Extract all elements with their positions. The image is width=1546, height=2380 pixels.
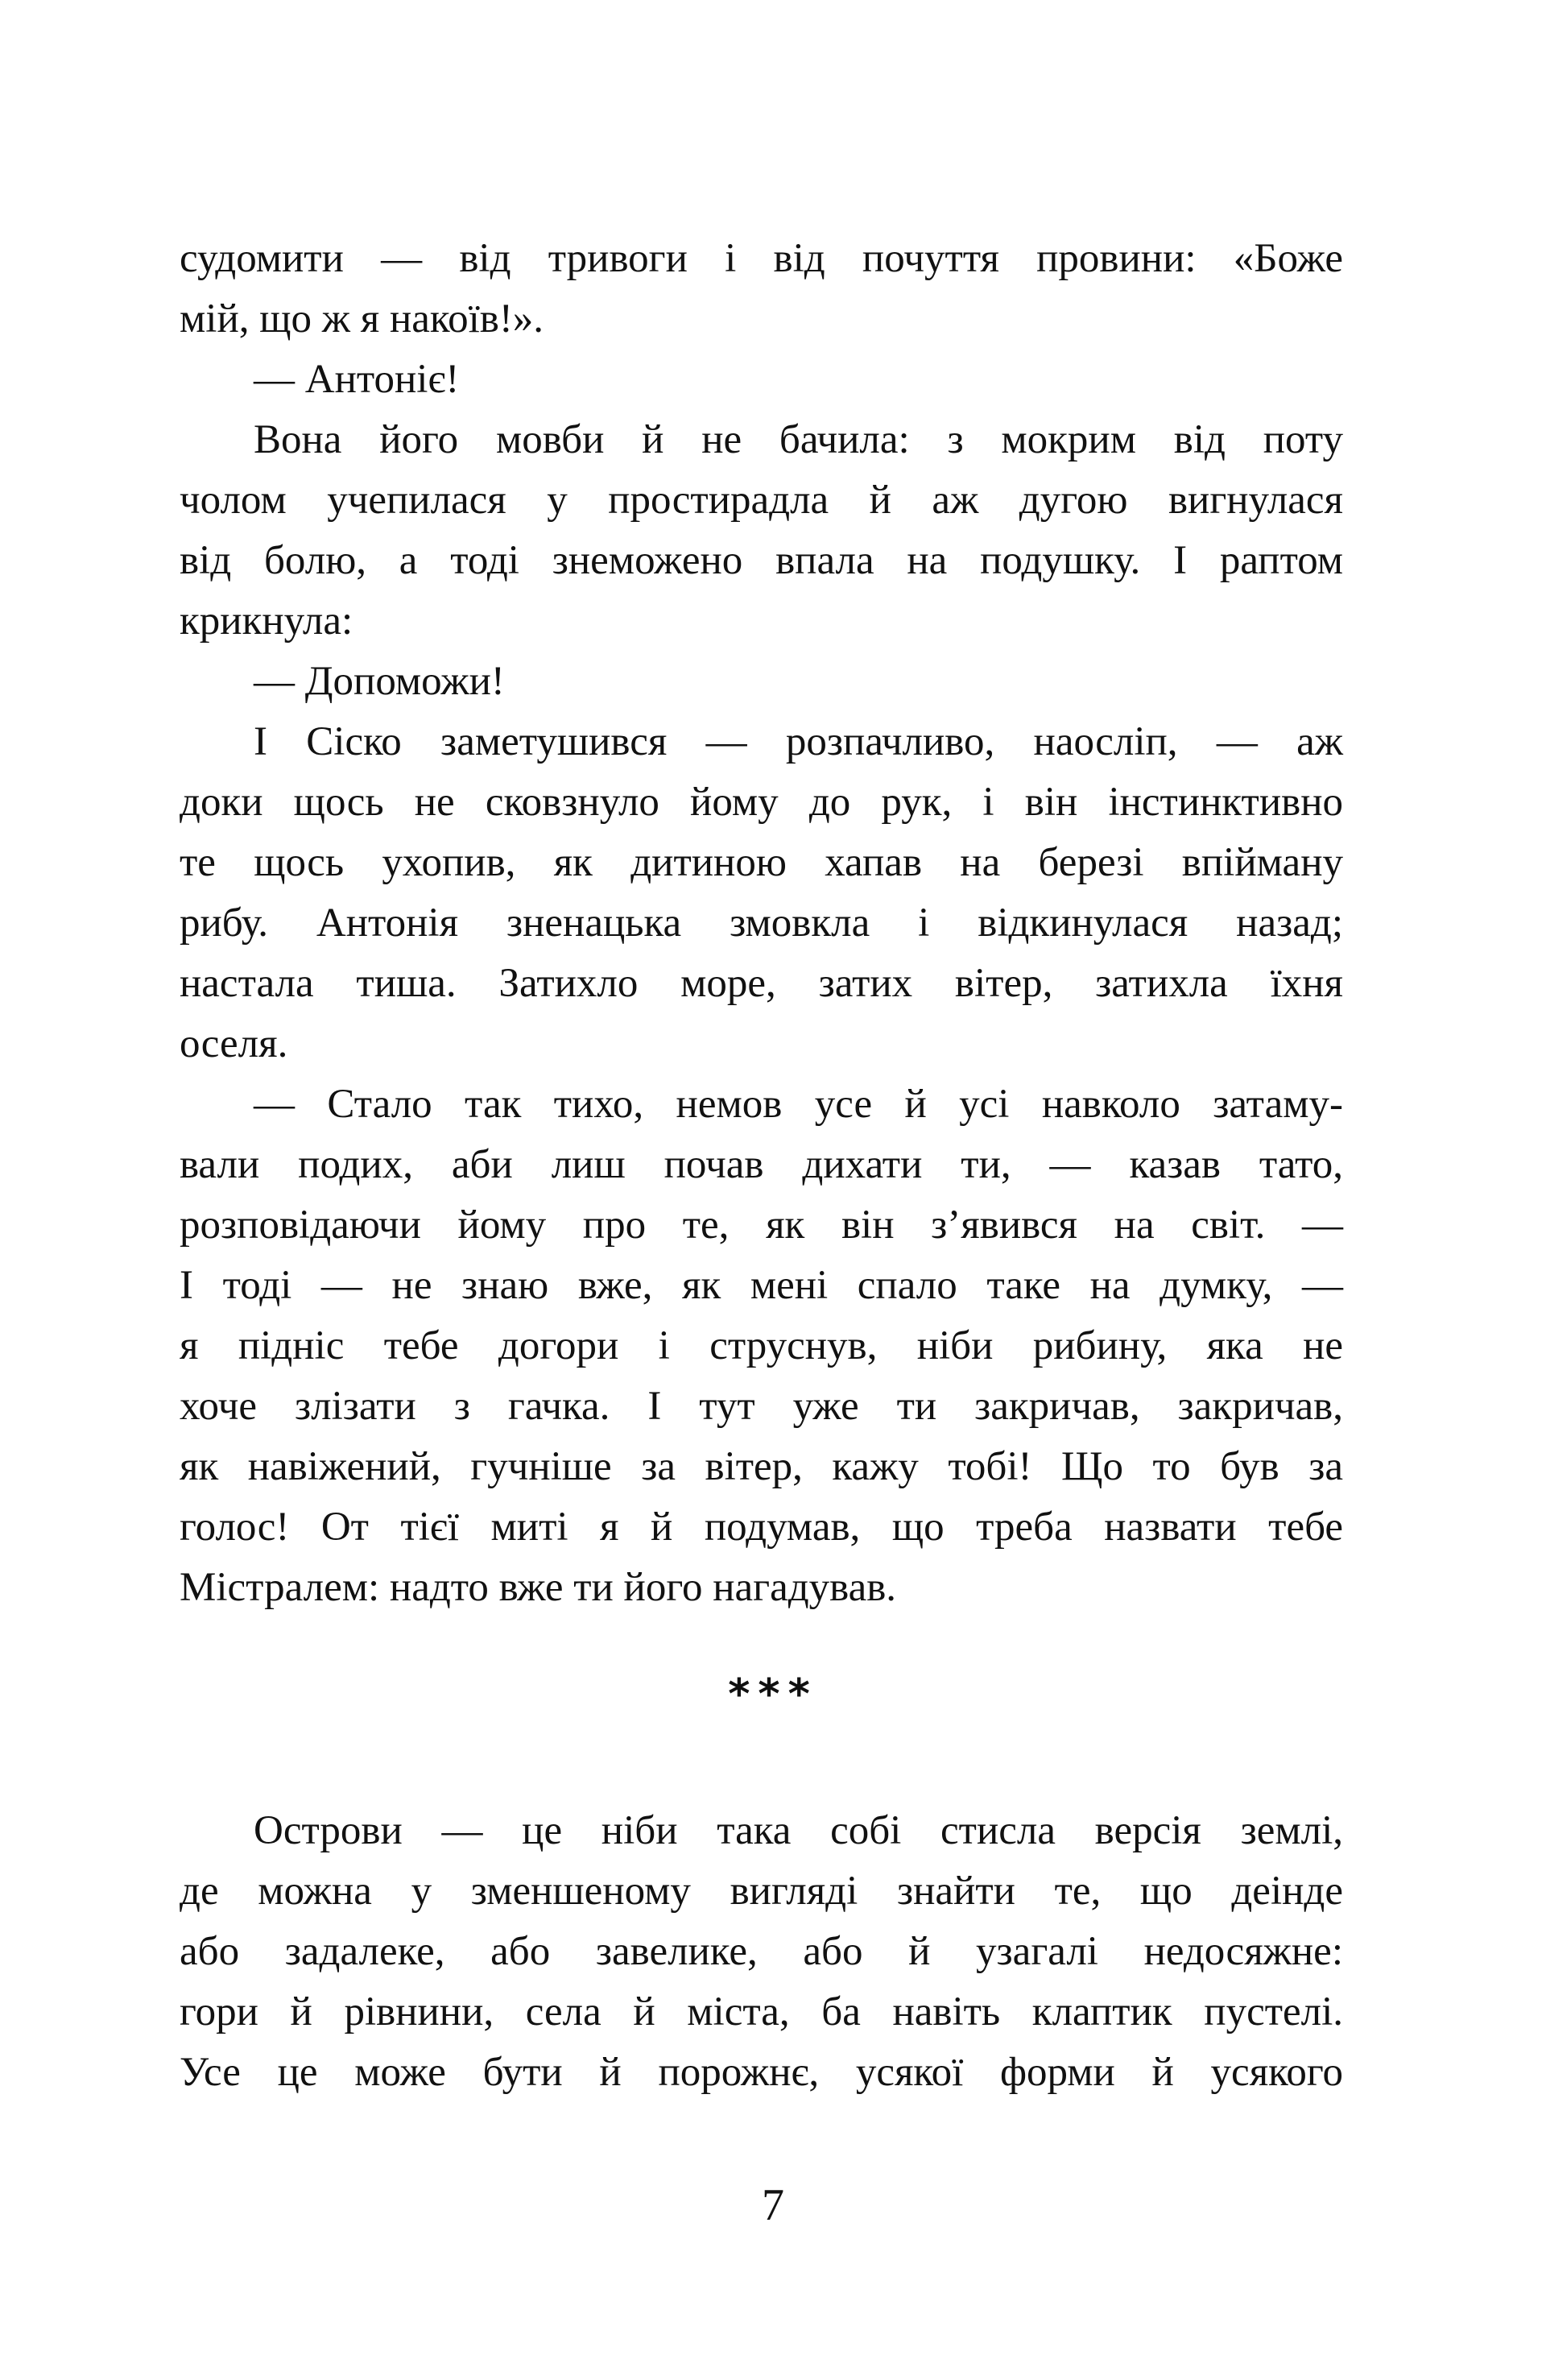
text-line: І тоді — не знаю вже, як мені спало таке на думку, —: [180, 1263, 1343, 1308]
text-line: як навіжений, гучніше за вітер, кажу тобі! Що то був за: [180, 1444, 1343, 1489]
text-line: рибу. Антонія зненацька змовкла і відкинулася назад;: [180, 900, 1343, 946]
text-line: я підніс тебе догори і струснув, ніби рибину, яка не: [180, 1323, 1343, 1368]
text-line: — Стало так тихо, немов усе й усі навколо затаму-: [254, 1082, 1343, 1127]
text-line: судомити — від тривоги і від почуття провини: «Боже: [180, 236, 1343, 281]
page-number: 7: [762, 2180, 784, 2230]
section-separator-asterisks: ***: [728, 1670, 818, 1719]
text-section-1: [180, 229, 1343, 1618]
text-line: вали подих, аби лиш почав дихати ти, — казав тато,: [180, 1142, 1343, 1187]
text-line: Вона його мовби й не бачила: з мокрим від поту: [254, 417, 1343, 462]
text-line: те щось ухопив, як дитиною хапав на березі впійману: [180, 840, 1343, 885]
text-line: Усе це може бути й порожнє, усякої форми й усякого: [180, 2050, 1343, 2095]
text-line: хоче злізати з гачка. І тут уже ти закричав, закричав,: [180, 1384, 1343, 1429]
text-line: Містралем: надто вже ти його нагадував.: [180, 1565, 897, 1610]
text-line: доки щось не сковзнуло йому до рук, і він інстинктивно: [180, 780, 1343, 825]
text-line: де можна у зменшеному вигляді знайти те, що деінде: [180, 1869, 1343, 1914]
text-line: розповідаючи йому про те, як він з’явився на світ. —: [180, 1202, 1343, 1248]
text-line: гори й рівнини, села й міста, ба навіть клаптик пустелі.: [180, 1989, 1343, 2034]
text-line: від болю, а тоді знеможено впала на подушку. І раптом: [180, 538, 1343, 583]
text-section-2: [180, 1801, 1343, 2103]
text-line: крикнула:: [180, 598, 353, 644]
text-line: І Сіско заметушився — розпачливо, наосліп, — аж: [254, 719, 1343, 764]
text-line: — Допоможи!: [254, 659, 505, 704]
text-line: настала тиша. Затихло море, затих вітер, затихла їхня: [180, 961, 1343, 1006]
text-line: чолом учепилася у простирадла й аж дугою вигнулася: [180, 478, 1343, 523]
text-line: мій, що ж я накоїв!».: [180, 296, 544, 341]
text-line: Острови — це ніби така собі стисла версія землі,: [254, 1808, 1343, 1853]
text-line: оселя.: [180, 1021, 288, 1066]
text-line: або задалеке, або завелике, або й узагалі недосяжне:: [180, 1929, 1343, 1974]
text-line: голос! От тієї миті я й подумав, що треба назвати тебе: [180, 1505, 1343, 1550]
text-line: — Антоніє!: [254, 357, 460, 402]
